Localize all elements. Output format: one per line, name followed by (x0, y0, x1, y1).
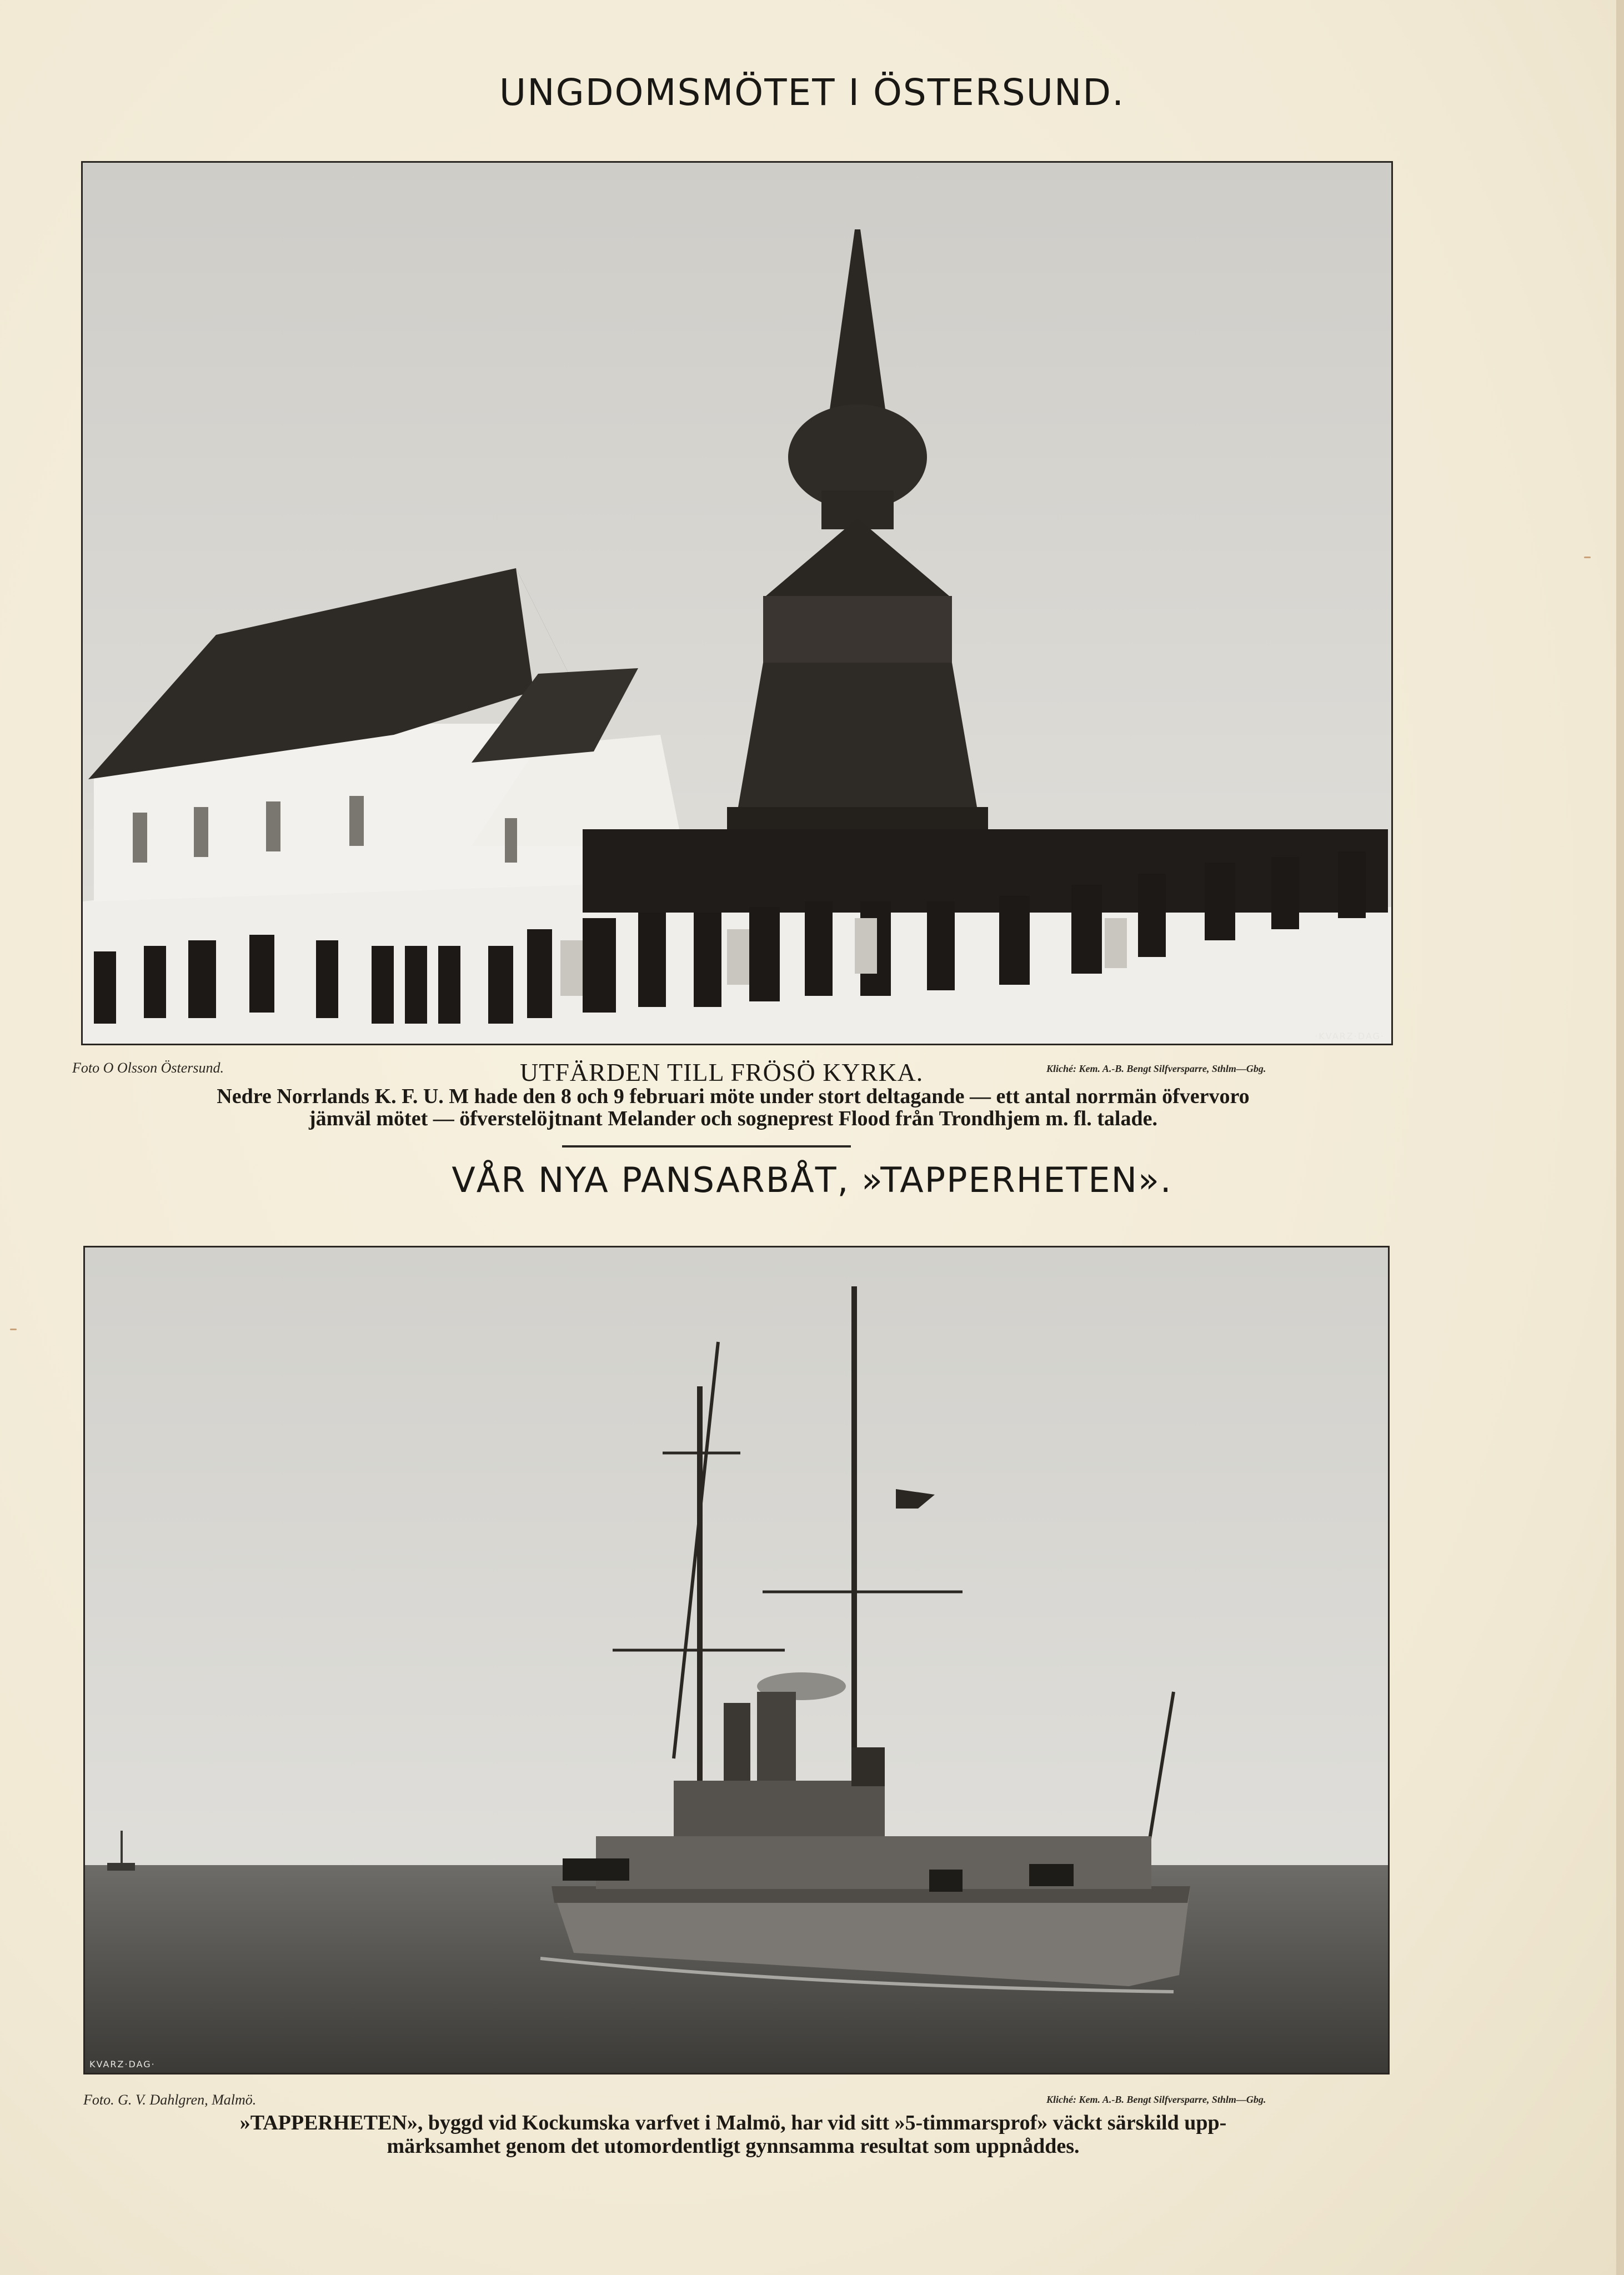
margin-mark (10, 1329, 17, 1330)
cliche-credit-1: Kliché: Kem. A.-B. Bengt Silfversparre, Sthlm—Gbg. (1046, 1063, 1266, 1074)
photo-frosö-church (81, 161, 1393, 1045)
section-heading-armored-boat: VÅR NYA PANSARBÅT, »TAPPERHETEN». (452, 1160, 1172, 1200)
section-divider (562, 1145, 851, 1147)
photo-credit-1: Foto O Olsson Östersund. (72, 1060, 224, 1076)
caption-text-1-line-1: Nedre Norrlands K. F. U. M hade den 8 och 9 februari möte under stort deltagande — ett antal norrmän öfvervoro (217, 1085, 1250, 1108)
section-heading-youth-meeting: UNGDOMSMÖTET I ÖSTERSUND. (499, 71, 1125, 114)
photo-armored-ship-tapperheten (83, 1246, 1390, 2074)
cliche-credit-2: Kliché: Kem. A.-B. Bengt Silfversparre, Sthlm—Gbg. (1046, 2094, 1266, 2105)
caption-text-2-line-1: »TAPPERHETEN», byggd vid Kockumska varfvet i Malmö, har vid sitt »5-timmarsprof» väckt särskild upp- (239, 2111, 1227, 2134)
caption-title-1: UTFÄRDEN TILL FRÖSÖ KYRKA. (520, 1058, 924, 1086)
photo-credit-2: Foto. G. V. Dahlgren, Malmö. (83, 2092, 257, 2108)
ship-photo-illustration (85, 1247, 1388, 2073)
margin-mark (1584, 557, 1591, 558)
church-photo-illustration (83, 163, 1391, 1044)
engraver-watermark: ·KVARZ·DAG· (1315, 1031, 1385, 1041)
page-edge (1616, 0, 1624, 2275)
engraver-watermark: KVARZ·DAG· (89, 2059, 156, 2069)
caption-text-1-line-2: jämväl mötet — öfverstelöjtnant Melander och sogneprest Flood från Trondhjem m. fl. talade. (309, 1107, 1157, 1130)
caption-text-2-line-2: märksamhet genom det utomordentligt gynnsamma resultat som uppnåddes. (387, 2134, 1080, 2158)
